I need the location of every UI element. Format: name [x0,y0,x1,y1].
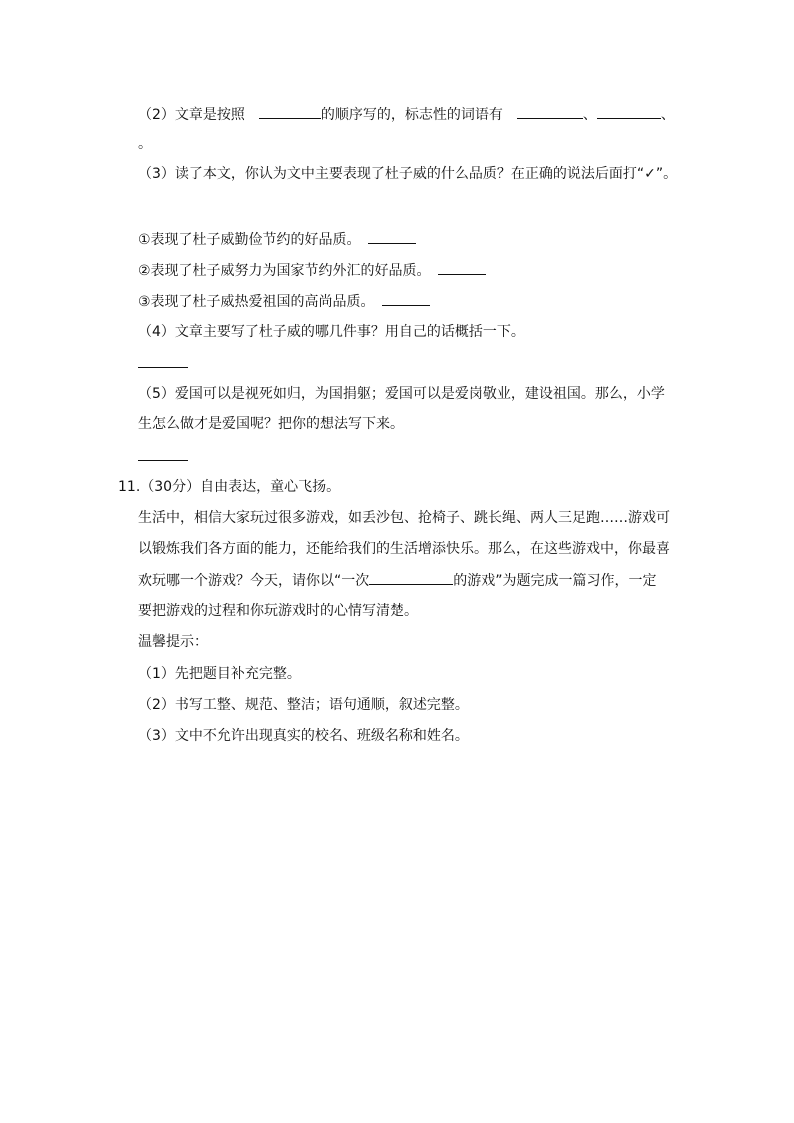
q11-body-line1: 生活中，相信大家玩过很多游戏，如丢沙包、抢椅子、跳长绳、两人三足跑……游戏可 [138,510,670,526]
answer-blank[interactable] [259,104,321,119]
q10-option-3 [138,291,430,312]
q11-tip-1: （1）先把题目补充完整。 [138,666,301,682]
q10-option-2 [138,260,486,281]
option-text: ③表现了杜子威热爱祖国的高尚品质。 [138,294,382,310]
q10-part4-answer-line [138,353,188,374]
q11-tip-3: （3）文中不允许出现真实的校名、班级名称和姓名。 [138,728,469,744]
q11-tips-heading: 温馨提示： [138,634,208,650]
separator: 、 [660,107,675,123]
q10-part5-line2: 生怎么做才是爱国呢？把你的想法写下来。 [138,416,404,432]
answer-blank[interactable] [597,104,661,119]
body-text: 的游戏”为题完成一篇习作，一定 [453,573,657,589]
answer-blank[interactable] [138,353,188,368]
q10-part2-text-a: （2）文章是按照 [138,107,259,123]
answer-blank[interactable] [368,229,416,244]
q10-part5-answer-line [138,446,188,467]
q10-part3-question: （3）读了本文，你认为文中主要表现了杜子威的什么品质？在正确的说法后面打“✓”。 [138,166,678,182]
q10-part4-question: （4）文章主要写了杜子威的哪几件事？用自己的话概括一下。 [138,324,525,340]
q11-body-line4: 要把游戏的过程和你玩游戏时的心情写清楚。 [138,603,418,619]
option-text: ②表现了杜子威努力为国家节约外汇的好品质。 [138,263,438,279]
q10-part2-tail: 。 [138,136,152,152]
q11-body-line3 [138,570,657,591]
q10-part2-text-b: 的顺序写的，标志性的词语有 [320,107,517,123]
title-blank[interactable] [369,570,453,585]
answer-blank[interactable] [438,260,486,275]
separator: 、 [582,107,597,123]
q10-part2-line [138,104,675,125]
body-text: 欢玩哪一个游戏？今天，请你以“一次 [138,573,370,589]
answer-blank[interactable] [517,104,583,119]
q11-heading: 11.（30分）自由表达，童心飞扬。 [118,479,341,495]
q11-tip-2: （2）书写工整、规范、整洁；语句通顺，叙述完整。 [138,697,469,713]
answer-blank[interactable] [382,291,430,306]
answer-blank[interactable] [138,446,188,461]
q10-option-1 [138,229,416,250]
q10-part5-line1: （5）爱国可以是视死如归，为国捐躯；爱国可以是爱岗敬业，建设祖国。那么，小学 [138,386,665,402]
q11-body-line2: 以锻炼我们各方面的能力，还能给我们的生活增添快乐。那么，在这些游戏中，你最喜 [138,541,670,557]
option-text: ①表现了杜子威勤俭节约的好品质。 [138,232,368,248]
